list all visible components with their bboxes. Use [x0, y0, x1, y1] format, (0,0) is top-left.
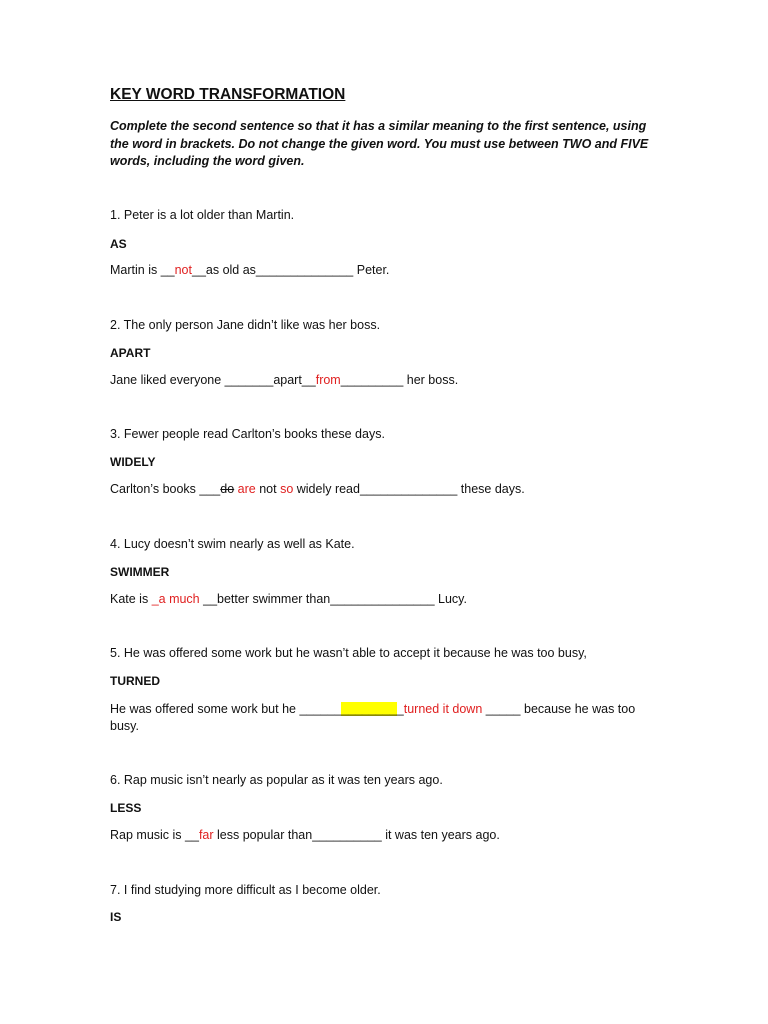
item-2-prompt: 2. The only person Jane didn’t like was her boss. [110, 318, 381, 332]
item-6-keyword: LESS [110, 801, 142, 815]
item-1-keyword: AS [110, 237, 127, 251]
item-2-answer: Jane liked everyone _______apart__from_________ her boss. [110, 373, 459, 387]
struck-word: do [220, 482, 235, 496]
item-4-prompt: 4. Lucy doesn’t swim nearly as well as Kate. [110, 537, 355, 551]
item-3-keyword: WIDELY [110, 455, 156, 469]
instructions: Complete the second sentence so that it has a similar meaning to the first sentence, using the word in brackets. Do not change the given word. You must use between TWO and FIVE words, including the word given. [110, 119, 649, 168]
item-3-prompt: 3. Fewer people read Carlton’s books these days. [110, 427, 385, 441]
item-2-keyword: APART [110, 346, 151, 360]
answer-fill: so [280, 482, 294, 496]
answer-fill: not [174, 263, 192, 277]
item-6-prompt: 6. Rap music isn’t nearly as popular as it was ten years ago. [110, 773, 443, 787]
page-title: KEY WORD TRANSFORMATION [110, 86, 346, 103]
item-7-keyword: IS [110, 910, 122, 924]
item-1-answer: Martin is __not__as old as______________ Peter. [110, 263, 390, 277]
answer-fill: from [315, 373, 341, 387]
item-5-answer: He was offered some work but he _______________turned it down _____ because he was too busy. [110, 702, 636, 733]
item-3-answer: Carlton’s books ___do are not so widely read______________ these days. [110, 482, 525, 496]
item-5-keyword: TURNED [110, 674, 160, 688]
item-6-answer: Rap music is __far less popular than__________ it was ten years ago. [110, 828, 500, 842]
item-4-keyword: SWIMMER [110, 565, 170, 579]
item-4-answer: Kate is _a much __better swimmer than_______________ Lucy. [110, 592, 467, 606]
answer-fill: _a much [151, 592, 200, 606]
answer-fill: are [237, 482, 256, 496]
item-7-prompt: 7. I find studying more difficult as I become older. [110, 883, 381, 897]
answer-fill: far [198, 828, 214, 842]
item-5-prompt: 5. He was offered some work but he wasn’t able to accept it because he was too busy, [110, 646, 587, 660]
highlighted-blank: ________ [341, 702, 397, 716]
answer-fill: turned it down [403, 702, 483, 716]
item-1-prompt: 1. Peter is a lot older than Martin. [110, 208, 295, 222]
